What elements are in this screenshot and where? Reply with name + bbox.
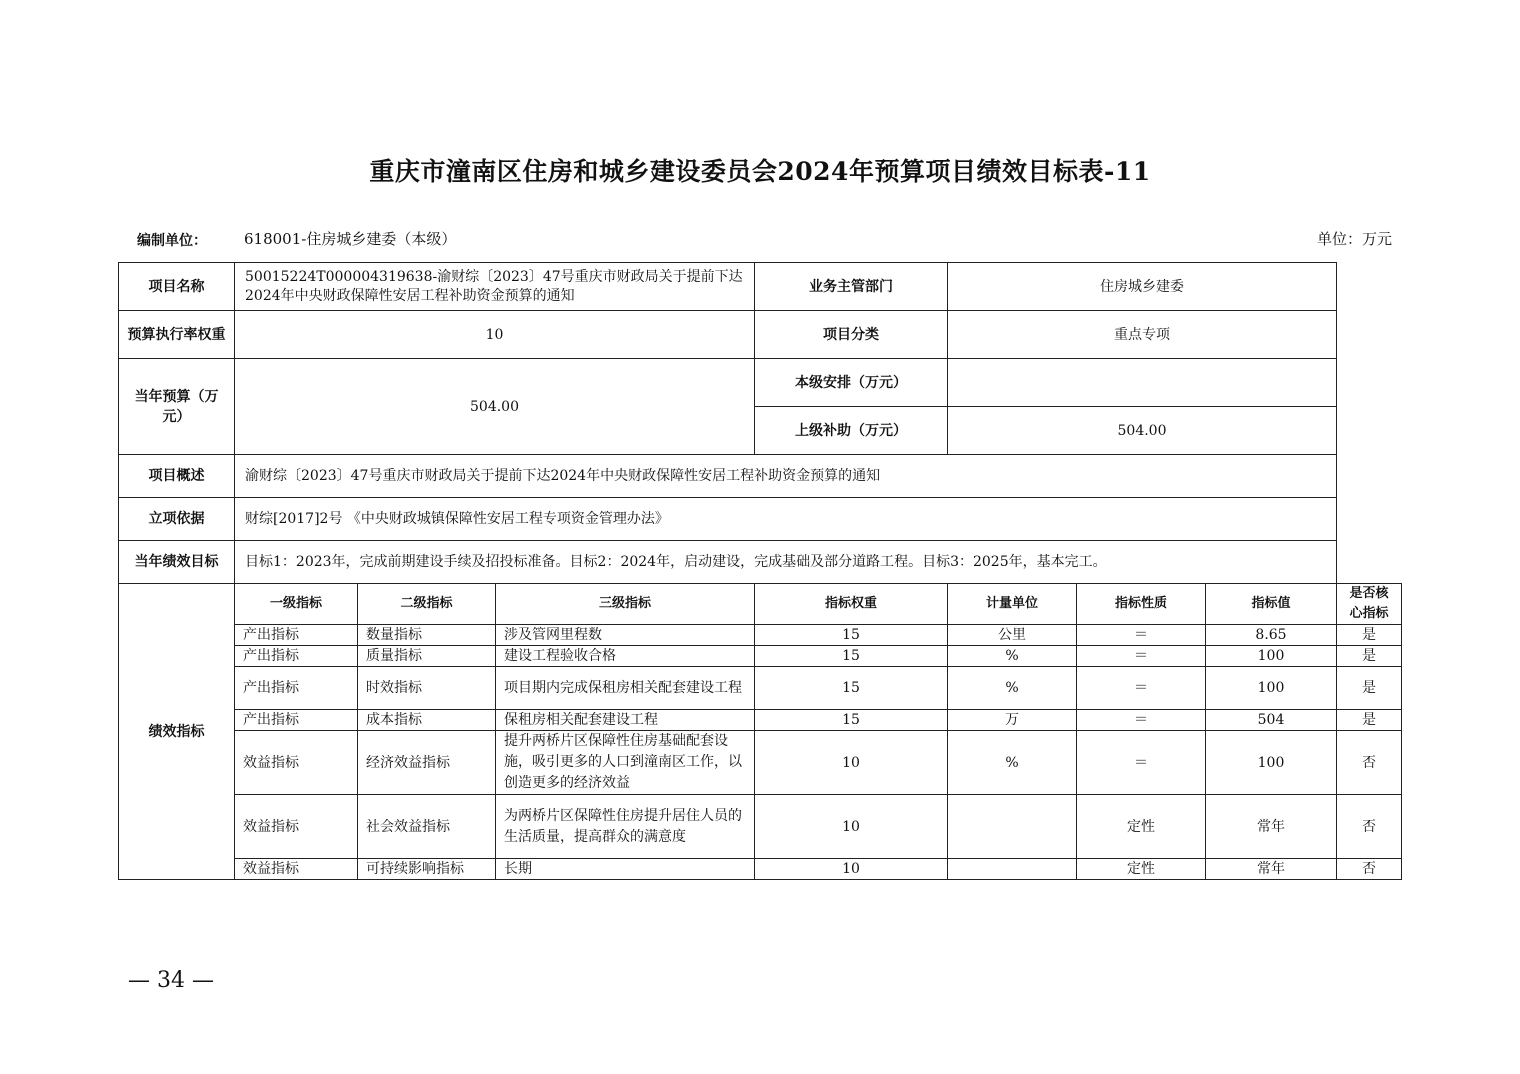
cell-level1: 产出指标 xyxy=(235,710,358,731)
cell-level2: 成本指标 xyxy=(358,710,496,731)
cell-level1: 效益指标 xyxy=(235,795,358,859)
table-row xyxy=(119,795,1402,859)
budget-value: 504.00 xyxy=(235,359,755,455)
cell-core: 是 xyxy=(1337,710,1402,731)
cell-value: 常年 xyxy=(1206,795,1337,859)
header-level3: 三级指标 xyxy=(496,584,755,625)
cell-weight: 15 xyxy=(755,667,948,710)
cell-value: 100 xyxy=(1206,731,1337,795)
cell-level2: 时效指标 xyxy=(358,667,496,710)
cell-value: 100 xyxy=(1206,646,1337,667)
cell-core: 是 xyxy=(1337,667,1402,710)
cell-level3: 提升两桥片区保障性住房基础配套设施，吸引更多的人口到潼南区工作，以创造更多的经济效益 xyxy=(496,731,755,795)
table-row xyxy=(119,625,1402,646)
cell-value: 常年 xyxy=(1206,859,1337,880)
table-row xyxy=(119,646,1402,667)
cell-level3: 保租房相关配套建设工程 xyxy=(496,710,755,731)
header-core: 是否核心指标 xyxy=(1337,584,1402,625)
overview-value: 渝财综〔2023〕47号重庆市财政局关于提前下达2024年中央财政保障性安居工程补助资金预算的通知 xyxy=(235,455,1337,498)
cell-level1: 产出指标 xyxy=(235,625,358,646)
local-funding-label: 本级安排（万元） xyxy=(755,359,948,407)
perf-label: 绩效指标 xyxy=(119,584,235,880)
cell-level3: 为两桥片区保障性住房提升居住人员的生活质量，提高群众的满意度 xyxy=(496,795,755,859)
upper-funding-value: 504.00 xyxy=(948,407,1337,455)
header-level2: 二级指标 xyxy=(358,584,496,625)
cell-unit xyxy=(948,859,1077,880)
cell-nature: ＝ xyxy=(1077,667,1206,710)
cell-weight: 15 xyxy=(755,625,948,646)
cell-value: 8.65 xyxy=(1206,625,1337,646)
cell-weight: 10 xyxy=(755,731,948,795)
cell-core: 否 xyxy=(1337,859,1402,880)
basis-label: 立项依据 xyxy=(119,498,235,541)
header-level1: 一级指标 xyxy=(235,584,358,625)
goal-label: 当年绩效目标 xyxy=(119,541,235,584)
cell-level3: 项目期内完成保租房相关配套建设工程 xyxy=(496,667,755,710)
cell-unit: % xyxy=(948,646,1077,667)
header-nature: 指标性质 xyxy=(1077,584,1206,625)
cell-unit xyxy=(948,795,1077,859)
org-label: 编制单位： xyxy=(137,233,207,249)
cell-nature: ＝ xyxy=(1077,625,1206,646)
category-value: 重点专项 xyxy=(948,311,1337,359)
cell-nature: ＝ xyxy=(1077,731,1206,795)
table-row xyxy=(119,731,1402,795)
project-name-value: 50015224T000004319638-渝财综〔2023〕47号重庆市财政局关于提前下达2024年中央财政保障性安居工程补助资金预算的通知 xyxy=(235,263,755,311)
cell-level1: 效益指标 xyxy=(235,859,358,880)
header-unit: 计量单位 xyxy=(948,584,1077,625)
dept-value: 住房城乡建委 xyxy=(948,263,1337,311)
cell-core: 是 xyxy=(1337,625,1402,646)
exec-weight-value: 10 xyxy=(235,311,755,359)
cell-weight: 15 xyxy=(755,646,948,667)
table-row xyxy=(119,667,1402,710)
cell-level1: 效益指标 xyxy=(235,731,358,795)
cell-weight: 10 xyxy=(755,795,948,859)
dept-label: 业务主管部门 xyxy=(755,263,948,311)
unit-label: 单位：万元 xyxy=(1316,230,1392,248)
cell-value: 100 xyxy=(1206,667,1337,710)
cell-level3: 涉及管网里程数 xyxy=(496,625,755,646)
cell-unit: 万 xyxy=(948,710,1077,731)
page-title: 重庆市潼南区住房和城乡建设委员会2024年预算项目绩效目标表-11 xyxy=(369,157,1151,186)
goal-value: 目标1：2023年，完成前期建设手续及招投标准备。目标2：2024年，启动建设，完成基础及部分道路工程。目标3：2025年，基本完工。 xyxy=(235,541,1337,584)
performance-table xyxy=(118,262,1402,880)
cell-level3: 长期 xyxy=(496,859,755,880)
basis-value: 财综[2017]2号 《中央财政城镇保障性安居工程专项资金管理办法》 xyxy=(235,498,1337,541)
page-number: — 34 — xyxy=(128,968,214,993)
cell-level3: 建设工程验收合格 xyxy=(496,646,755,667)
header-value: 指标值 xyxy=(1206,584,1337,625)
cell-nature: 定性 xyxy=(1077,795,1206,859)
cell-core: 否 xyxy=(1337,795,1402,859)
overview-label: 项目概述 xyxy=(119,455,235,498)
cell-level2: 经济效益指标 xyxy=(358,731,496,795)
upper-funding-label: 上级补助（万元） xyxy=(755,407,948,455)
cell-level2: 数量指标 xyxy=(358,625,496,646)
project-name-label: 项目名称 xyxy=(119,263,235,311)
exec-weight-label: 预算执行率权重 xyxy=(119,311,235,359)
cell-level2: 可持续影响指标 xyxy=(358,859,496,880)
cell-level1: 产出指标 xyxy=(235,646,358,667)
cell-unit: % xyxy=(948,667,1077,710)
cell-core: 否 xyxy=(1337,731,1402,795)
cell-nature: ＝ xyxy=(1077,646,1206,667)
cell-level2: 质量指标 xyxy=(358,646,496,667)
cell-core: 是 xyxy=(1337,646,1402,667)
org-value: 618001-住房城乡建委（本级） xyxy=(244,230,457,248)
local-funding-value xyxy=(948,359,1337,407)
cell-weight: 15 xyxy=(755,710,948,731)
category-label: 项目分类 xyxy=(755,311,948,359)
table-row xyxy=(119,859,1402,880)
cell-nature: ＝ xyxy=(1077,710,1206,731)
table-row xyxy=(119,710,1402,731)
cell-unit: % xyxy=(948,731,1077,795)
cell-level2: 社会效益指标 xyxy=(358,795,496,859)
cell-unit: 公里 xyxy=(948,625,1077,646)
cell-level1: 产出指标 xyxy=(235,667,358,710)
cell-value: 504 xyxy=(1206,710,1337,731)
cell-weight: 10 xyxy=(755,859,948,880)
cell-nature: 定性 xyxy=(1077,859,1206,880)
header-weight: 指标权重 xyxy=(755,584,948,625)
budget-label: 当年预算（万元） xyxy=(119,359,235,455)
